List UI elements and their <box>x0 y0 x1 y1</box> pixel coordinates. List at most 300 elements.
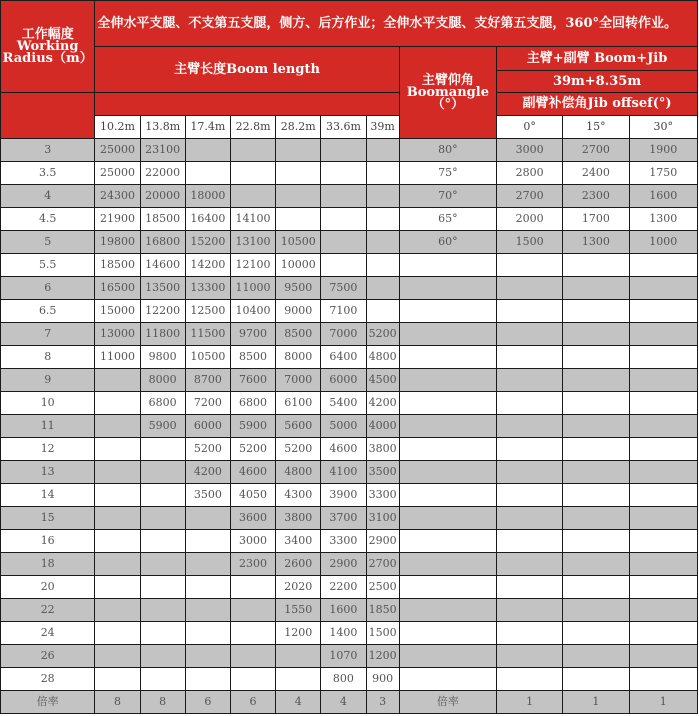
jib-load-cell <box>563 438 629 461</box>
load-cell <box>140 553 185 576</box>
table-row <box>1 346 698 369</box>
jib-load-cell: 2700 <box>563 139 629 162</box>
load-cell: 6400 <box>321 346 366 369</box>
boom-length-col-5: 33.6m <box>321 116 366 139</box>
jib-load-cell <box>629 254 697 277</box>
jib-load-cell <box>563 300 629 323</box>
table-row <box>1 461 698 484</box>
jib-load-cell <box>497 300 563 323</box>
jib-load-cell <box>629 323 697 346</box>
radius-cell: 24 <box>1 622 95 645</box>
boom-angle-cell: 70° <box>399 185 496 208</box>
boom-angle-cell <box>399 392 496 415</box>
load-cell <box>95 668 140 691</box>
jib-offset-header: 副臂补偿角Jib offsef(°) <box>497 93 698 116</box>
load-cell <box>366 139 399 162</box>
jib-load-cell: 1500 <box>497 231 563 254</box>
load-cell <box>140 599 185 622</box>
load-cell <box>95 461 140 484</box>
load-cell: 2600 <box>276 553 321 576</box>
load-cell: 10000 <box>276 254 321 277</box>
load-cell: 22000 <box>140 162 185 185</box>
load-cell: 3400 <box>276 530 321 553</box>
jib-load-cell <box>629 553 697 576</box>
load-cell: 16500 <box>95 277 140 300</box>
load-cell: 5400 <box>321 392 366 415</box>
jib-load-cell <box>563 599 629 622</box>
load-cell: 5000 <box>321 415 366 438</box>
load-cell: 5600 <box>276 415 321 438</box>
load-cell: 5200 <box>185 438 230 461</box>
load-cell: 20000 <box>140 185 185 208</box>
load-cell <box>366 231 399 254</box>
radius-cell: 4 <box>1 185 95 208</box>
load-cell <box>276 139 321 162</box>
load-cell <box>321 254 366 277</box>
table-row <box>1 668 698 691</box>
radius-cell: 15 <box>1 507 95 530</box>
load-cell: 9800 <box>140 346 185 369</box>
jib-load-cell: 2000 <box>497 208 563 231</box>
load-cell: 12100 <box>230 254 275 277</box>
load-cell: 8000 <box>140 369 185 392</box>
load-cell: 900 <box>366 668 399 691</box>
load-cell <box>95 530 140 553</box>
load-cell: 2200 <box>321 576 366 599</box>
load-cell: 10400 <box>230 300 275 323</box>
load-cell: 1400 <box>321 622 366 645</box>
load-cell: 2300 <box>230 553 275 576</box>
table-row <box>1 484 698 507</box>
table-row <box>1 300 698 323</box>
radius-cell: 5.5 <box>1 254 95 277</box>
boom-reeving-cell: 8 <box>140 691 185 714</box>
table-row <box>1 645 698 668</box>
working-radius-header: 工作幅度 Working Radius（m） <box>1 1 95 93</box>
jib-load-cell <box>563 277 629 300</box>
load-cell <box>95 392 140 415</box>
load-cell: 4100 <box>321 461 366 484</box>
load-cell <box>366 208 399 231</box>
load-cell <box>230 576 275 599</box>
load-cell <box>321 139 366 162</box>
load-cell: 21900 <box>95 208 140 231</box>
jib-load-cell <box>629 576 697 599</box>
radius-cell: 13 <box>1 461 95 484</box>
load-cell: 4000 <box>366 415 399 438</box>
jib-load-cell <box>497 622 563 645</box>
load-cell: 16400 <box>185 208 230 231</box>
jib-load-cell <box>629 484 697 507</box>
table-row <box>1 139 698 162</box>
load-cell <box>276 162 321 185</box>
jib-load-cell <box>629 622 697 645</box>
load-cell <box>140 484 185 507</box>
table-row <box>1 277 698 300</box>
boom-angle-cell <box>399 323 496 346</box>
jib-load-cell: 2400 <box>563 162 629 185</box>
load-cell <box>140 645 185 668</box>
load-cell <box>140 576 185 599</box>
boom-angle-cell <box>399 622 496 645</box>
radius-cell: 12 <box>1 438 95 461</box>
boom-angle-header: 主臂仰角 Boomangle （°） <box>399 47 496 139</box>
jib-load-cell <box>563 622 629 645</box>
load-cell: 2020 <box>276 576 321 599</box>
load-cell: 3100 <box>366 507 399 530</box>
jib-load-cell <box>497 438 563 461</box>
jib-load-cell <box>563 323 629 346</box>
load-cell: 8000 <box>276 346 321 369</box>
jib-load-cell <box>497 576 563 599</box>
radius-cell: 11 <box>1 415 95 438</box>
table-row <box>1 208 698 231</box>
jib-load-cell <box>629 277 697 300</box>
load-cell: 1200 <box>276 622 321 645</box>
load-cell: 4600 <box>230 461 275 484</box>
boom-angle-cell <box>399 346 496 369</box>
jib-load-cell <box>563 576 629 599</box>
boom-angle-cell <box>399 507 496 530</box>
load-cell: 3700 <box>321 507 366 530</box>
jib-load-cell <box>629 507 697 530</box>
jib-reeving-cell: 1 <box>629 691 697 714</box>
jib-load-cell <box>563 369 629 392</box>
load-cell <box>140 622 185 645</box>
table-row <box>1 622 698 645</box>
boom-angle-cell <box>399 530 496 553</box>
load-cell: 8700 <box>185 369 230 392</box>
jib-load-cell <box>629 645 697 668</box>
boom-angle-cell <box>399 369 496 392</box>
jib-load-cell <box>629 392 697 415</box>
jib-offset-col-0: 0° <box>497 116 563 139</box>
load-cell <box>185 553 230 576</box>
boom-angle-cell <box>399 300 496 323</box>
radius-cell: 8 <box>1 346 95 369</box>
load-cell: 2700 <box>366 553 399 576</box>
load-cell <box>95 484 140 507</box>
load-cell: 14200 <box>185 254 230 277</box>
jib-load-cell: 1700 <box>563 208 629 231</box>
load-cell: 3600 <box>230 507 275 530</box>
radius-cell: 6.5 <box>1 300 95 323</box>
load-cell: 1200 <box>366 645 399 668</box>
load-cell <box>366 277 399 300</box>
load-cell: 11000 <box>95 346 140 369</box>
load-cell: 4300 <box>276 484 321 507</box>
boom-angle-cell <box>399 576 496 599</box>
jib-offset-col-2: 30° <box>629 116 697 139</box>
load-cell: 1500 <box>366 622 399 645</box>
load-cell: 7100 <box>321 300 366 323</box>
load-cell: 5900 <box>230 415 275 438</box>
load-cell: 12500 <box>185 300 230 323</box>
load-cell: 8500 <box>230 346 275 369</box>
jib-reeving-cell: 1 <box>497 691 563 714</box>
jib-load-cell: 1000 <box>629 231 697 254</box>
jib-load-cell <box>497 346 563 369</box>
load-cell: 4200 <box>366 392 399 415</box>
load-cell <box>185 162 230 185</box>
boom-reeving-cell: 8 <box>95 691 140 714</box>
load-cell <box>366 185 399 208</box>
load-cell <box>185 507 230 530</box>
load-cell <box>366 254 399 277</box>
radius-cell: 3 <box>1 139 95 162</box>
radius-cell: 16 <box>1 530 95 553</box>
load-cell <box>230 645 275 668</box>
boom-angle-cell <box>399 254 496 277</box>
load-cell: 3500 <box>366 461 399 484</box>
load-cell <box>276 668 321 691</box>
load-cell <box>95 553 140 576</box>
load-cell: 4800 <box>276 461 321 484</box>
boom-length-header-ext <box>95 93 399 116</box>
boom-angle-cell <box>399 668 496 691</box>
load-cell: 5900 <box>140 415 185 438</box>
jib-load-cell <box>497 392 563 415</box>
radius-cell: 14 <box>1 484 95 507</box>
radius-cell: 20 <box>1 576 95 599</box>
jib-reeving-cell: 1 <box>563 691 629 714</box>
boom-angle-cell: 60° <box>399 231 496 254</box>
load-cell: 24300 <box>95 185 140 208</box>
load-cell <box>95 507 140 530</box>
load-cell: 4500 <box>366 369 399 392</box>
jib-load-cell <box>563 553 629 576</box>
jib-load-cell: 2300 <box>563 185 629 208</box>
load-cell <box>185 576 230 599</box>
jib-load-cell <box>497 484 563 507</box>
table-row <box>1 162 698 185</box>
load-cell: 3800 <box>366 438 399 461</box>
load-cell: 2900 <box>321 553 366 576</box>
radius-cell: 9 <box>1 369 95 392</box>
load-cell: 10500 <box>276 231 321 254</box>
load-cell: 18000 <box>185 185 230 208</box>
boom-length-col-1: 13.8m <box>140 116 185 139</box>
load-cell <box>276 208 321 231</box>
load-cell <box>230 599 275 622</box>
jib-load-cell: 1300 <box>563 231 629 254</box>
load-cell: 3500 <box>185 484 230 507</box>
jib-load-cell: 1600 <box>629 185 697 208</box>
jib-load-cell <box>629 668 697 691</box>
jib-load-cell <box>563 254 629 277</box>
load-cell: 23100 <box>140 139 185 162</box>
jib-load-cell <box>497 461 563 484</box>
load-cell: 4200 <box>185 461 230 484</box>
radius-cell: 3.5 <box>1 162 95 185</box>
load-cell <box>366 162 399 185</box>
boom-angle-cell: 80° <box>399 139 496 162</box>
jib-load-cell <box>629 599 697 622</box>
radius-cell: 4.5 <box>1 208 95 231</box>
load-cell: 1600 <box>321 599 366 622</box>
load-cell <box>95 622 140 645</box>
jib-load-cell <box>497 369 563 392</box>
load-cell <box>230 162 275 185</box>
jib-load-cell <box>497 668 563 691</box>
load-cell: 11000 <box>230 277 275 300</box>
load-cell: 13300 <box>185 277 230 300</box>
load-cell: 4600 <box>321 438 366 461</box>
load-cell: 5200 <box>276 438 321 461</box>
boom-angle-cell <box>399 461 496 484</box>
jib-load-cell <box>563 645 629 668</box>
load-cell <box>140 438 185 461</box>
jib-length-header: 39m+8.35m <box>497 71 698 93</box>
reeving-label: 倍率 <box>1 691 95 714</box>
load-cell: 3300 <box>366 484 399 507</box>
jib-load-cell <box>497 530 563 553</box>
load-cell: 1850 <box>366 599 399 622</box>
load-cell: 13000 <box>95 323 140 346</box>
load-cell <box>185 139 230 162</box>
load-cell: 25000 <box>95 139 140 162</box>
load-cell: 9700 <box>230 323 275 346</box>
radius-cell: 28 <box>1 668 95 691</box>
jib-load-cell <box>629 530 697 553</box>
table-row <box>1 254 698 277</box>
jib-load-cell <box>629 346 697 369</box>
radius-cell: 6 <box>1 277 95 300</box>
table-row <box>1 392 698 415</box>
jib-load-cell <box>563 484 629 507</box>
jib-load-cell: 1900 <box>629 139 697 162</box>
jib-load-cell <box>497 599 563 622</box>
reeving-angle-label: 倍率 <box>399 691 496 714</box>
jib-load-cell <box>629 461 697 484</box>
load-cell: 12200 <box>140 300 185 323</box>
jib-load-cell: 3000 <box>497 139 563 162</box>
load-cell <box>321 162 366 185</box>
boom-reeving-cell: 4 <box>276 691 321 714</box>
radius-cell: 26 <box>1 645 95 668</box>
table-row <box>1 576 698 599</box>
load-cell: 800 <box>321 668 366 691</box>
table-row <box>1 369 698 392</box>
load-cell <box>230 185 275 208</box>
boom-reeving-cell: 6 <box>230 691 275 714</box>
jib-load-cell <box>563 461 629 484</box>
load-cell: 9000 <box>276 300 321 323</box>
jib-load-cell <box>629 415 697 438</box>
jib-load-cell <box>563 668 629 691</box>
load-cell: 8500 <box>276 323 321 346</box>
jib-load-cell <box>497 507 563 530</box>
load-cell: 6000 <box>185 415 230 438</box>
load-cell: 7000 <box>321 323 366 346</box>
jib-load-cell: 1300 <box>629 208 697 231</box>
jib-load-cell: 2800 <box>497 162 563 185</box>
jib-load-cell <box>497 645 563 668</box>
load-cell: 10500 <box>185 346 230 369</box>
jib-load-cell <box>563 530 629 553</box>
load-cell: 2500 <box>366 576 399 599</box>
load-cell: 15200 <box>185 231 230 254</box>
load-cell: 19800 <box>95 231 140 254</box>
boom-angle-cell <box>399 553 496 576</box>
load-cell <box>276 185 321 208</box>
boom-length-col-0: 10.2m <box>95 116 140 139</box>
boom-length-header: 主臂长度Boom length <box>95 47 399 93</box>
load-cell: 7000 <box>276 369 321 392</box>
load-cell: 18500 <box>140 208 185 231</box>
jib-load-cell <box>563 346 629 369</box>
load-cell: 6000 <box>321 369 366 392</box>
load-cell <box>95 415 140 438</box>
load-cell: 25000 <box>95 162 140 185</box>
jib-load-cell <box>497 254 563 277</box>
jib-load-cell <box>497 323 563 346</box>
load-cell: 13500 <box>140 277 185 300</box>
load-cell <box>321 208 366 231</box>
load-cell <box>321 231 366 254</box>
load-cell: 11500 <box>185 323 230 346</box>
load-cell <box>140 507 185 530</box>
radius-cell: 22 <box>1 599 95 622</box>
load-cell: 1550 <box>276 599 321 622</box>
load-cell <box>95 645 140 668</box>
load-cell <box>276 645 321 668</box>
load-cell <box>366 300 399 323</box>
load-cell: 6100 <box>276 392 321 415</box>
load-cell: 11800 <box>140 323 185 346</box>
boom-length-col-3: 22.8m <box>230 116 275 139</box>
load-cell <box>185 645 230 668</box>
load-cell: 14600 <box>140 254 185 277</box>
load-cell <box>321 185 366 208</box>
table-row <box>1 231 698 254</box>
boom-length-col-4: 28.2m <box>276 116 321 139</box>
load-cell: 2900 <box>366 530 399 553</box>
radius-cell: 10 <box>1 392 95 415</box>
load-cell: 18500 <box>95 254 140 277</box>
operating-condition-header: 全伸水平支腿、不支第五支腿，侧方、后方作业；全伸水平支腿、支好第五支腿，360°全回转作业。 <box>95 1 698 47</box>
load-cell: 13100 <box>230 231 275 254</box>
jib-load-cell <box>563 415 629 438</box>
boom-length-col-2: 17.4m <box>185 116 230 139</box>
radius-cell: 7 <box>1 323 95 346</box>
load-cell: 7600 <box>230 369 275 392</box>
load-cell <box>95 576 140 599</box>
table-row <box>1 415 698 438</box>
load-cell <box>185 622 230 645</box>
load-cell: 5200 <box>230 438 275 461</box>
boom-angle-cell <box>399 438 496 461</box>
boom-angle-cell <box>399 277 496 300</box>
load-cell <box>230 668 275 691</box>
load-cell: 5200 <box>366 323 399 346</box>
load-cell: 9500 <box>276 277 321 300</box>
table-row <box>1 185 698 208</box>
boom-angle-cell <box>399 599 496 622</box>
jib-load-cell <box>563 392 629 415</box>
jib-load-cell <box>497 277 563 300</box>
jib-load-cell <box>563 507 629 530</box>
load-cell <box>230 622 275 645</box>
jib-load-cell: 1750 <box>629 162 697 185</box>
table-row <box>1 530 698 553</box>
load-cell: 6800 <box>140 392 185 415</box>
load-cell <box>95 438 140 461</box>
radius-cell: 5 <box>1 231 95 254</box>
radius-cell: 18 <box>1 553 95 576</box>
load-cell: 4800 <box>366 346 399 369</box>
jib-load-cell <box>629 300 697 323</box>
